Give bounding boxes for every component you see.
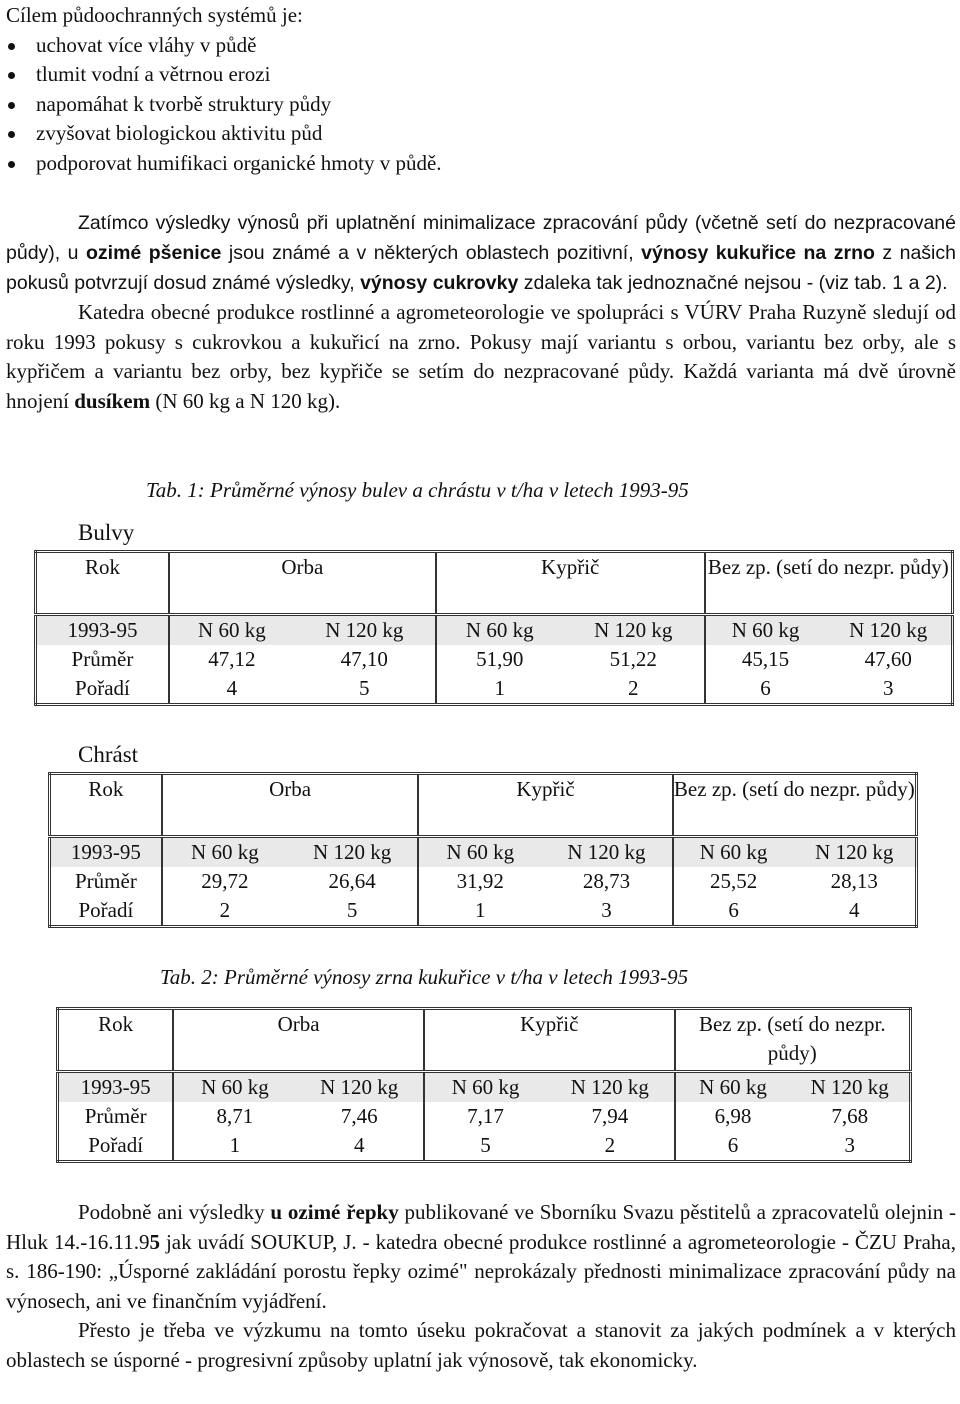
table-cell: 5 bbox=[480, 1133, 491, 1157]
paragraph-results bbox=[6, 208, 956, 298]
table-cell: 7,17 bbox=[467, 1104, 504, 1128]
table-cell: 51,90 bbox=[476, 647, 524, 671]
text-run: z našich pokusů potvrzují dosud známé výsledky, bbox=[6, 242, 956, 294]
text-run: Přesto je třeba ve výzkumu na tomto úseku pokračovat a stanovit za jakých podmínek a v kterých oblastech se úsporné - progresivní způsoby uplatní jak výnosově, tak ekonomicky. bbox=[6, 1318, 956, 1372]
bold-text: u ozimé řepky bbox=[270, 1200, 399, 1224]
table-cell: 1 bbox=[494, 676, 506, 700]
table-cell: 1 bbox=[229, 1133, 241, 1157]
table-row bbox=[58, 1072, 911, 1103]
table-row bbox=[50, 867, 917, 896]
table-cell: 45,15 bbox=[741, 647, 790, 671]
table-cell: N 120 kg bbox=[563, 615, 705, 646]
text-run: Katedra obecné produkce rostlinné a agrometeorologie ve spolupráci s VÚRV Praha Ruzyně sledují od roku 1993 pokusy s cukrovkou a kukuřicí na zrno. Pokusy mají variantu s orbou, variantu bez orby, ale s kypřičem a variantu bez orby, bez kypřiče se setím do nezpracované půdy. Každá varianta má dvě úrovně hnojení bbox=[6, 300, 956, 413]
bold-text: výnosy kukuřice na zrno bbox=[641, 242, 875, 264]
table-cell: 7,68 bbox=[831, 1104, 869, 1128]
table2-caption: Tab. 2: Průměrné výnosy zrna kukuřice v t/ha v letech 1993-95 bbox=[160, 965, 689, 989]
header-cell: Orba bbox=[173, 1009, 424, 1072]
table-cell: Průměr bbox=[50, 867, 162, 896]
text-run: (N 60 kg a N 120 kg). bbox=[150, 388, 341, 413]
table-row bbox=[36, 645, 953, 674]
table-cell: 1993-95 bbox=[36, 615, 169, 646]
table-cell: Pořadí bbox=[50, 896, 162, 927]
table-cell: 2 bbox=[546, 1131, 674, 1162]
table-cell: 5 bbox=[294, 674, 436, 705]
goals-list bbox=[6, 31, 956, 179]
table-cell: N 60 kg bbox=[451, 1075, 520, 1099]
list-item: napomáhat k tvorbě struktury půdy bbox=[6, 90, 956, 120]
header-cell: Rok bbox=[36, 552, 169, 615]
bold-text: 5 bbox=[149, 1229, 160, 1254]
list-item: uchovat více vláhy v půdě bbox=[6, 31, 956, 61]
table-maize bbox=[56, 1007, 912, 1163]
table-cell: 47,12 bbox=[208, 647, 256, 671]
paragraph-conclusion bbox=[6, 1316, 956, 1375]
table-row bbox=[36, 674, 953, 705]
header-cell: Kypřič bbox=[424, 1009, 675, 1072]
closing-section bbox=[6, 1198, 956, 1375]
intro-section bbox=[6, 0, 956, 178]
table-cell: N 60 kg bbox=[201, 1075, 269, 1099]
bulvy-label: Bulvy bbox=[78, 520, 135, 545]
table-header-row bbox=[58, 1009, 911, 1072]
intro-heading: Cílem půdoochranných systémů je: bbox=[6, 3, 303, 27]
table-cell: N 60 kg bbox=[731, 618, 800, 642]
header-cell: Kypřič bbox=[418, 774, 672, 837]
bold-text: dusíkem bbox=[74, 388, 151, 413]
table-cell: 25,52 bbox=[709, 869, 758, 893]
table-cell: 3 bbox=[882, 676, 894, 700]
table-cell: 6,98 bbox=[714, 1104, 752, 1128]
text-run: publikované ve Sborníku Svazu pěstitelů a zpracovatelů olejnin - Hluk 14.-16.11.9 bbox=[6, 1200, 957, 1254]
table-cell: 2 bbox=[219, 898, 231, 922]
table-row bbox=[36, 615, 953, 646]
paragraph-rapeseed bbox=[6, 1198, 956, 1316]
table-row bbox=[58, 1102, 911, 1131]
table-cell: N 60 kg bbox=[198, 618, 266, 642]
list-item: tlumit vodní a větrnou erozi bbox=[6, 60, 956, 90]
table-cell: 28,13 bbox=[830, 869, 878, 893]
table-cell: 47,10 bbox=[294, 645, 436, 674]
header-cell: Bez zp. (setí do nezpr. půdy) bbox=[705, 552, 953, 615]
chrast-label: Chrást bbox=[78, 742, 139, 767]
table-cell: 4 bbox=[295, 1131, 423, 1162]
list-item: podporovat humifikaci organické hmoty v půdě. bbox=[6, 149, 956, 179]
table-cell: Průměr bbox=[58, 1102, 174, 1131]
table-cell: 6 bbox=[760, 676, 771, 700]
text-run: jsou známé a v některých oblastech pozitivní, bbox=[221, 242, 642, 264]
text-run: Zatímco výsledky výnosů při uplatnění minimalizace zpracování půdy (včetně setí do nezpracované půdy), u bbox=[6, 212, 956, 264]
table-cell: N 120 kg bbox=[815, 840, 894, 864]
table-cell: N 120 kg bbox=[849, 618, 928, 642]
table-cell: N 120 kg bbox=[810, 1075, 889, 1099]
header-cell: Kypřič bbox=[436, 552, 705, 615]
table-cell: N 120 kg bbox=[541, 837, 672, 868]
text-run: zdaleka tak jednoznačné nejsou - (viz tab. 1 a 2). bbox=[518, 272, 948, 294]
table-cell: N 120 kg bbox=[546, 1072, 674, 1103]
document-page bbox=[6, 0, 957, 1372]
table-cell: 5 bbox=[287, 896, 418, 927]
header-cell: Bez zp. (setí do nezpr. půdy) bbox=[673, 774, 917, 837]
table-cell: 28,73 bbox=[541, 867, 672, 896]
table-bulvy bbox=[34, 550, 954, 706]
table-cell: 47,60 bbox=[864, 647, 912, 671]
table-cell: 1993-95 bbox=[58, 1072, 174, 1103]
text-run: jak uvádí SOUKUP, J. - katedra obecné produkce rostlinné a agrometeorologie - ČZU Praha, s. 186-190: „Úsporné zakládání porostu řepky ozimé" neprokázaly přednosti minimalizace zpracování půdy na výnosech, ani ve finančním vyjádření. bbox=[6, 1229, 956, 1313]
table-cell: 6 bbox=[728, 898, 739, 922]
table-cell: 7,94 bbox=[546, 1102, 674, 1131]
table-cell: 3 bbox=[541, 896, 672, 927]
table-cell: N 60 kg bbox=[465, 618, 534, 642]
table-cell: 3 bbox=[844, 1133, 855, 1157]
table-header-row bbox=[36, 552, 953, 615]
table-cell: 4 bbox=[226, 676, 238, 700]
header-cell: Rok bbox=[58, 1009, 174, 1072]
paragraph-experiments bbox=[6, 298, 956, 416]
table-cell: 7,46 bbox=[295, 1102, 423, 1131]
table-cell: N 120 kg bbox=[295, 1072, 423, 1103]
table-header-row bbox=[50, 774, 917, 837]
table-cell: 29,72 bbox=[201, 869, 249, 893]
table-cell: N 60 kg bbox=[446, 840, 515, 864]
header-cell: Orba bbox=[162, 774, 418, 837]
table-row bbox=[50, 896, 917, 927]
bold-text: výnosy cukrovky bbox=[360, 272, 519, 294]
table-cell: 1993-95 bbox=[50, 837, 162, 868]
table-cell: 2 bbox=[563, 674, 705, 705]
table-chrast bbox=[48, 772, 918, 928]
table-cell: N 60 kg bbox=[699, 1075, 767, 1099]
table-row bbox=[50, 837, 917, 868]
table-cell: 51,22 bbox=[563, 645, 705, 674]
table-cell: 6 bbox=[727, 1133, 739, 1157]
table1-caption: Tab. 1: Průměrné výnosy bulev a chrástu v t/ha v letech 1993-95 bbox=[146, 478, 689, 502]
header-cell: Rok bbox=[50, 774, 162, 837]
header-cell: Orba bbox=[169, 552, 436, 615]
table-cell: N 60 kg bbox=[191, 840, 259, 864]
table-cell: Průměr bbox=[36, 645, 169, 674]
table-cell: N 60 kg bbox=[699, 840, 768, 864]
table-cell: 4 bbox=[849, 898, 860, 922]
table-cell: Pořadí bbox=[58, 1131, 174, 1162]
table-cell: N 120 kg bbox=[294, 615, 436, 646]
header-cell: Bez zp. (setí do nezpr. půdy) bbox=[675, 1009, 911, 1072]
table-cell: N 120 kg bbox=[287, 837, 418, 868]
table-row bbox=[58, 1131, 911, 1162]
list-item: zvyšovat biologickou aktivitu půd bbox=[6, 119, 956, 149]
bold-text: ozimé pšenice bbox=[86, 242, 222, 264]
table-cell: Pořadí bbox=[36, 674, 169, 705]
text-run: Podobně ani výsledky bbox=[78, 1200, 271, 1224]
table-cell: 1 bbox=[475, 898, 486, 922]
table-cell: 26,64 bbox=[287, 867, 418, 896]
table-cell: 8,71 bbox=[216, 1104, 254, 1128]
table-cell: 31,92 bbox=[456, 869, 504, 893]
